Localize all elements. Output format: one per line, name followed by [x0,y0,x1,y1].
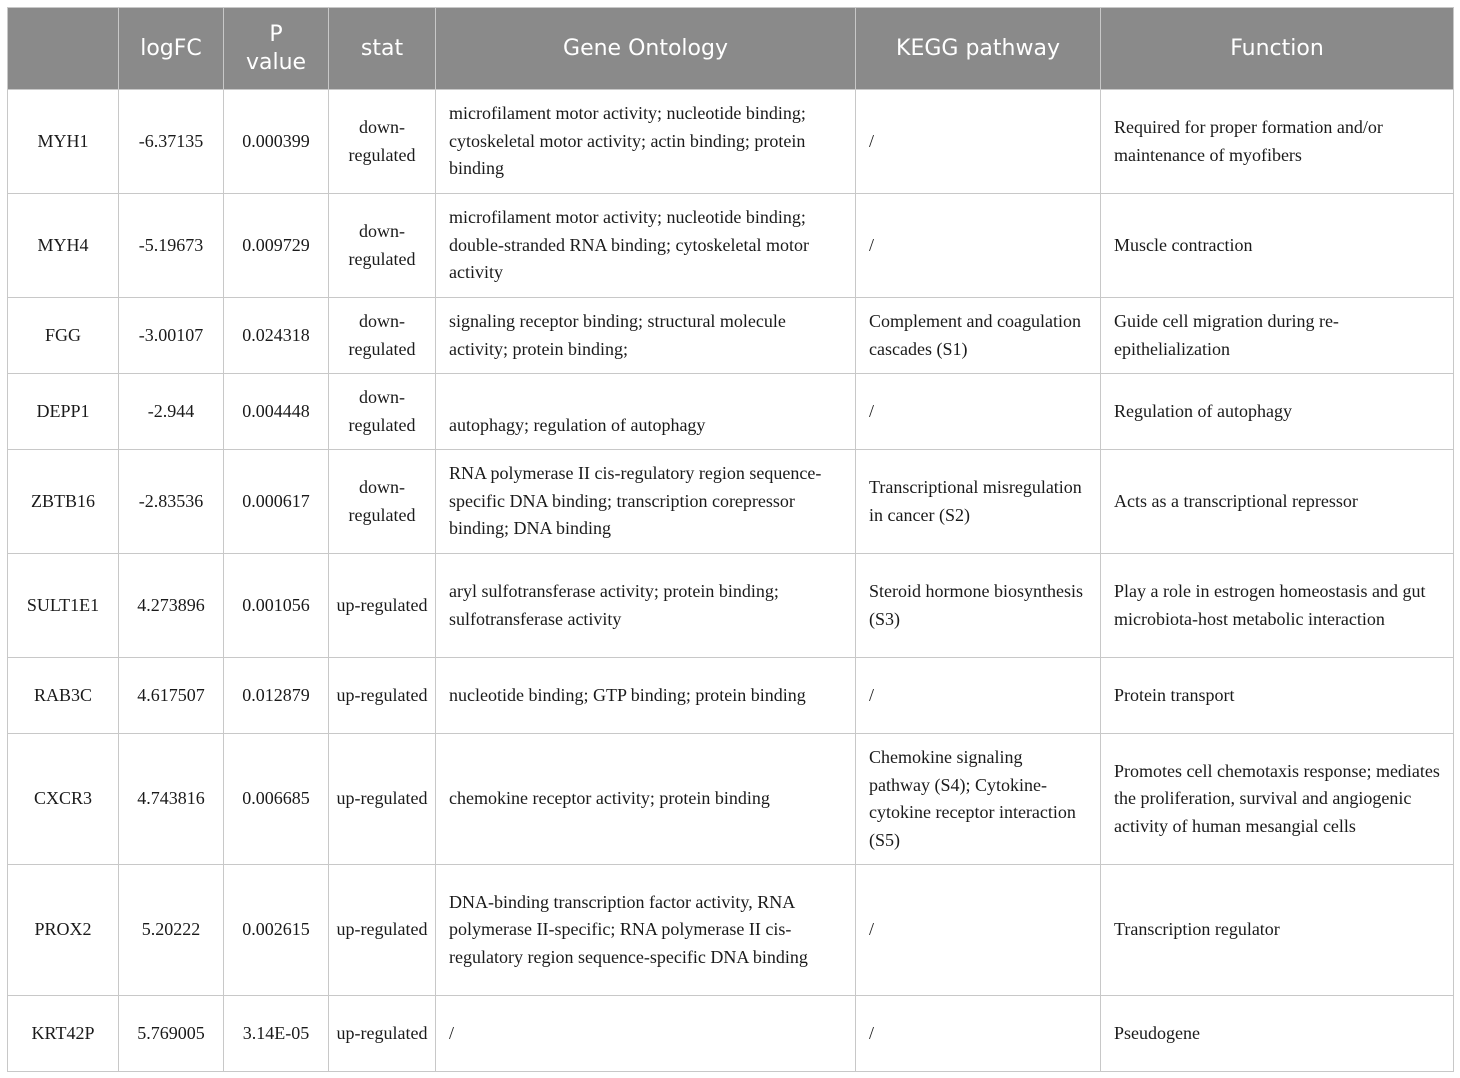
function-cell: Regulation of autophagy [1101,374,1454,450]
gene-ontology-cell: signaling receptor binding; structural molecule activity; protein binding; [436,298,856,374]
gene-ontology-cell: autophagy; regulation of autophagy [436,374,856,450]
logfc-cell: -5.19673 [119,194,224,298]
function-cell: Required for proper formation and/or maintenance of myofibers [1101,90,1454,194]
stat-cell: down-regulated [329,374,436,450]
stat-cell: up-regulated [329,734,436,865]
gene-cell: ZBTB16 [8,450,119,554]
table-row [8,450,1454,554]
kegg-pathway-cell: / [856,374,1101,450]
gene-cell: MYH4 [8,194,119,298]
stat-cell: up-regulated [329,996,436,1072]
function-cell: Transcription regulator [1101,865,1454,996]
gene-ontology-cell: DNA-binding transcription factor activity, RNA polymerase II-specific; RNA polymerase II cis-regulatory region sequence-specific DNA binding [436,865,856,996]
table-row [8,865,1454,996]
gene-ontology-cell: microfilament motor activity; nucleotide binding; double-stranded RNA binding; cytoskeletal motor activity [436,194,856,298]
p-value-cell: 0.002615 [224,865,329,996]
table-row [8,194,1454,298]
stat-cell: down-regulated [329,90,436,194]
stat-cell: up-regulated [329,865,436,996]
logfc-cell: 4.273896 [119,554,224,658]
function-cell: Play a role in estrogen homeostasis and gut microbiota-host metabolic interaction [1101,554,1454,658]
table-row [8,298,1454,374]
kegg-pathway-cell: / [856,194,1101,298]
logfc-cell: 4.743816 [119,734,224,865]
table-row [8,374,1454,450]
gene-ontology-cell: RNA polymerase II cis-regulatory region sequence-specific DNA binding; transcription corepressor binding; DNA binding [436,450,856,554]
kegg-pathway-cell: / [856,658,1101,734]
stat-cell: down-regulated [329,450,436,554]
header-gene [8,8,119,90]
p-value-cell: 0.006685 [224,734,329,865]
gene-ontology-cell: nucleotide binding; GTP binding; protein binding [436,658,856,734]
stat-cell: down-regulated [329,298,436,374]
table-row [8,734,1454,865]
table-row [8,996,1454,1072]
gene-cell: DEPP1 [8,374,119,450]
kegg-pathway-cell: Chemokine signaling pathway (S4); Cytokine-cytokine receptor interaction (S5) [856,734,1101,865]
table-row [8,554,1454,658]
header-kegg-pathway: KEGG pathway [856,8,1101,90]
p-value-cell: 0.004448 [224,374,329,450]
logfc-cell: -2.83536 [119,450,224,554]
function-cell: Promotes cell chemotaxis response; mediates the proliferation, survival and angiogenic activity of human mesangial cells [1101,734,1454,865]
kegg-pathway-cell: Complement and coagulation cascades (S1) [856,298,1101,374]
logfc-cell: 4.617507 [119,658,224,734]
logfc-cell: -2.944 [119,374,224,450]
table-row [8,90,1454,194]
stat-cell: up-regulated [329,554,436,658]
header-row [8,8,1454,90]
function-cell: Pseudogene [1101,996,1454,1072]
gene-cell: MYH1 [8,90,119,194]
p-value-cell: 0.009729 [224,194,329,298]
function-cell: Muscle contraction [1101,194,1454,298]
header-logfc: logFC [119,8,224,90]
function-cell: Acts as a transcriptional repressor [1101,450,1454,554]
kegg-pathway-cell: Transcriptional misregulation in cancer (S2) [856,450,1101,554]
kegg-pathway-cell: / [856,865,1101,996]
header-stat: stat [329,8,436,90]
p-value-cell: 3.14E-05 [224,996,329,1072]
gene-ontology-cell: / [436,996,856,1072]
header-gene-ontology: Gene Ontology [436,8,856,90]
gene-cell: KRT42P [8,996,119,1072]
gene-table [7,7,1454,1072]
gene-cell: RAB3C [8,658,119,734]
kegg-pathway-cell: Steroid hormone biosynthesis (S3) [856,554,1101,658]
gene-cell: PROX2 [8,865,119,996]
p-value-cell: 0.012879 [224,658,329,734]
gene-cell: SULT1E1 [8,554,119,658]
function-cell: Protein transport [1101,658,1454,734]
kegg-pathway-cell: / [856,90,1101,194]
gene-ontology-cell: microfilament motor activity; nucleotide binding; cytoskeletal motor activity; actin binding; protein binding [436,90,856,194]
header-function: Function [1101,8,1454,90]
gene-ontology-cell: chemokine receptor activity; protein binding [436,734,856,865]
header-p-value: P value [224,8,329,90]
p-value-cell: 0.000399 [224,90,329,194]
function-cell: Guide cell migration during re-epithelialization [1101,298,1454,374]
p-value-cell: 0.000617 [224,450,329,554]
stat-cell: up-regulated [329,658,436,734]
p-value-cell: 0.001056 [224,554,329,658]
logfc-cell: -6.37135 [119,90,224,194]
logfc-cell: 5.20222 [119,865,224,996]
logfc-cell: 5.769005 [119,996,224,1072]
gene-ontology-cell: aryl sulfotransferase activity; protein binding; sulfotransferase activity [436,554,856,658]
logfc-cell: -3.00107 [119,298,224,374]
p-value-cell: 0.024318 [224,298,329,374]
gene-cell: FGG [8,298,119,374]
gene-cell: CXCR3 [8,734,119,865]
kegg-pathway-cell: / [856,996,1101,1072]
table-row [8,658,1454,734]
stat-cell: down-regulated [329,194,436,298]
